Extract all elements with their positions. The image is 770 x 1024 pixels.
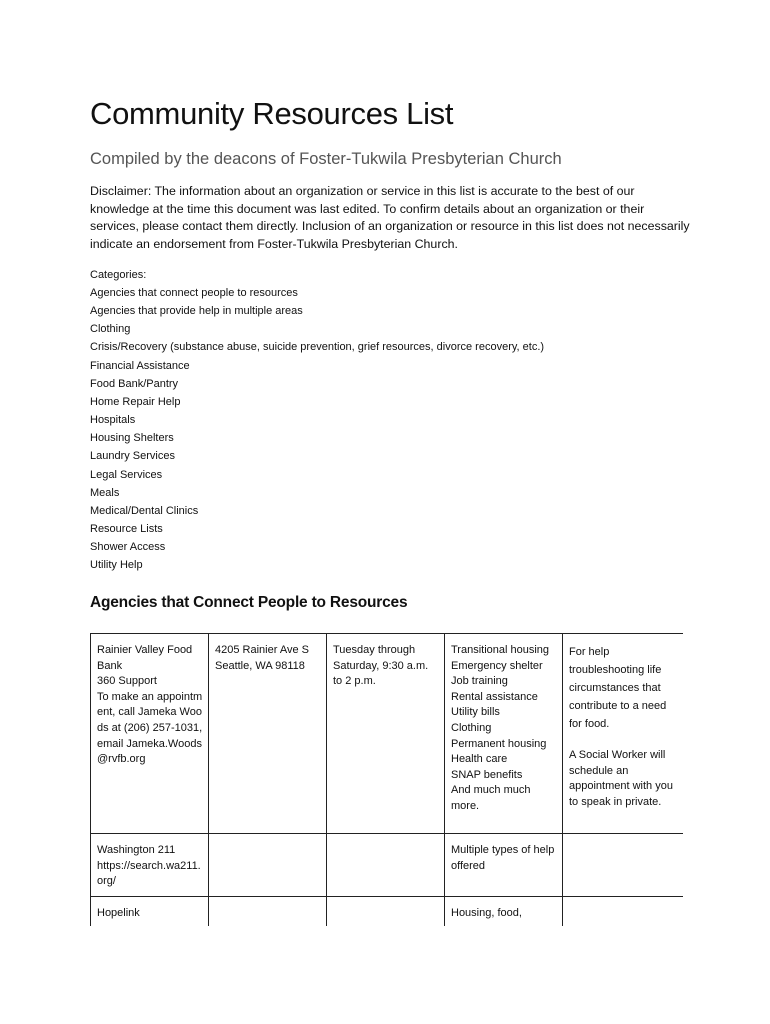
address-cell xyxy=(209,896,327,926)
category-item: Financial Assistance xyxy=(90,359,190,372)
resources-table xyxy=(90,633,683,926)
category-item: Resource Lists xyxy=(90,523,163,536)
org-cell: Hopelink xyxy=(91,896,209,926)
table-row xyxy=(91,634,684,834)
address-cell xyxy=(209,834,327,897)
service-item: SNAP benefits xyxy=(451,768,523,781)
page-subtitle: Compiled by the deacons of Foster-Tukwila Presbyterian Church xyxy=(90,150,562,168)
page-title: Community Resources List xyxy=(90,96,454,131)
category-item: Legal Services xyxy=(90,468,163,481)
service-item: Transitional housing xyxy=(451,644,550,656)
category-item: Meals xyxy=(90,486,120,499)
notes-cell xyxy=(563,834,684,897)
service-item: Utility bills xyxy=(451,706,500,719)
org-name: Rainier Valley Food Bank xyxy=(97,644,193,672)
table-row xyxy=(91,896,684,926)
notes-paragraph: For help troubleshooting life circumstances that contribute to a need for food. xyxy=(569,646,667,730)
notes-paragraph: A Social Worker will schedule an appointment with you to speak in private. xyxy=(569,749,673,808)
categories-heading: Categories: xyxy=(90,269,147,281)
categories-list xyxy=(90,284,544,575)
category-item: Home Repair Help xyxy=(90,395,181,408)
org-detail: 360 Support xyxy=(97,675,157,688)
hours-cell xyxy=(327,896,445,926)
category-item: Agencies that connect people to resources xyxy=(90,287,298,299)
service-item: Emergency shelter xyxy=(451,659,543,672)
category-item: Crisis/Recovery (substance abuse, suicide prevention, grief resources, divorce recovery, etc.) xyxy=(90,341,545,354)
org-cell xyxy=(91,634,209,834)
org-contact: To make an appointment, call Jameka Woods at (206) 257-1031, email Jameka.Woods@rvfb.org xyxy=(97,690,203,766)
service-item: Rental assistance xyxy=(451,690,538,703)
services-cell: Multiple types of help offered xyxy=(445,834,563,897)
org-cell xyxy=(91,834,209,897)
hours-cell xyxy=(327,834,445,897)
category-item: Shower Access xyxy=(90,541,166,554)
service-item: Permanent housing xyxy=(451,737,547,750)
services-cell xyxy=(445,634,563,834)
org-name: Washington 211 xyxy=(97,844,176,856)
notes-cell xyxy=(563,896,684,926)
service-item: And much much more. xyxy=(451,784,531,812)
table-row xyxy=(91,834,684,897)
section-heading: Agencies that Connect People to Resources xyxy=(90,594,408,611)
category-item: Hospitals xyxy=(90,414,136,427)
category-item: Food Bank/Pantry xyxy=(90,377,179,390)
services-cell: Housing, food, xyxy=(445,896,563,926)
notes-cell xyxy=(563,634,684,834)
category-item: Utility Help xyxy=(90,559,143,572)
address-line: Seattle, WA 98118 xyxy=(215,659,305,672)
service-item: Clothing xyxy=(451,721,492,734)
org-url-link[interactable]: https://search.wa211.org/ xyxy=(97,859,201,888)
address-cell xyxy=(209,634,327,834)
address-line: 4205 Rainier Ave S xyxy=(215,644,309,656)
resources-table-container xyxy=(90,633,683,926)
service-item: Job training xyxy=(451,675,508,688)
category-item: Housing Shelters xyxy=(90,432,174,445)
category-item: Laundry Services xyxy=(90,450,175,463)
category-item: Medical/Dental Clinics xyxy=(90,504,199,517)
category-item: Clothing xyxy=(90,323,131,336)
disclaimer-text: Disclaimer: The information about an organization or service in this list is accurate to the best of our knowledge at the time this document was last edited. To confirm details about an organization or their services, please contact them directly. Inclusion of an organization or resource in this list does not necessarily indicate an endorsement from Foster-Tukwila Presbyterian Church. xyxy=(90,184,690,251)
category-item: Agencies that provide help in multiple areas xyxy=(90,305,303,318)
service-item: Health care xyxy=(451,753,508,766)
hours-cell: Tuesday through Saturday, 9:30 a.m. to 2 p.m. xyxy=(327,634,445,834)
